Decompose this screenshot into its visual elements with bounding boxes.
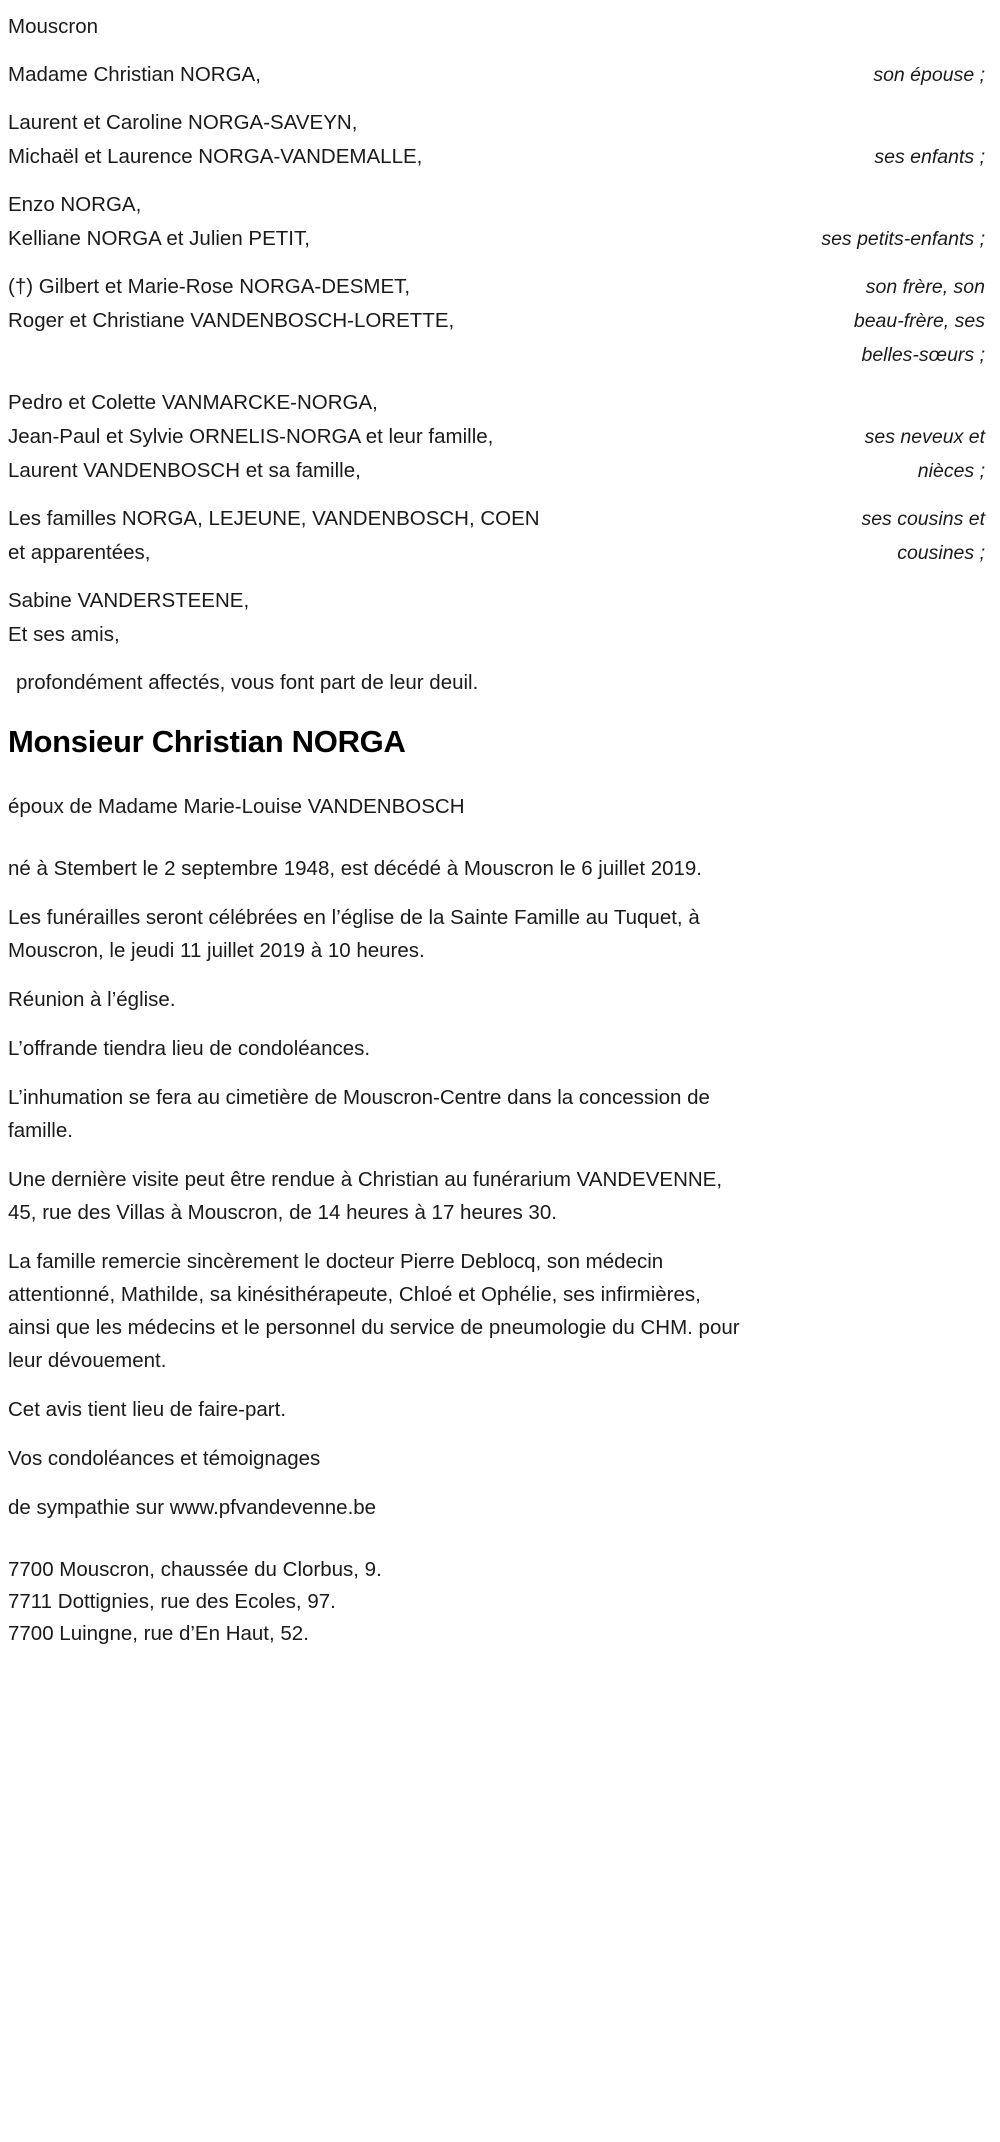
notifier-names [8,106,422,174]
notifier-names [8,58,261,92]
notifier-relationship-label [874,140,988,174]
notifier-name-line: Kelliane NORGA et Julien PETIT, [8,227,310,250]
deceased-spouse-line: époux de Madame Marie-Louise VANDENBOSCH [8,795,465,818]
notifier-name-line: Et ses amis, [8,623,120,646]
notifier-names [8,584,249,652]
notifier-name-line: Sabine VANDERSTEENE, [8,589,250,612]
body-paragraph: Les funérailles seront célébrées en l’église de la Sainte Famille au Tuquet, à Mouscron, le jeudi 11 juillet 2019 à 10 heures. [8,906,700,962]
notifier-name-line: Laurent et Caroline NORGA-SAVEYN, [8,111,358,134]
relationship-line: nièces ; [917,460,985,482]
address-line: 7700 Luingne, rue d’En Haut, 52. [8,1622,309,1645]
relationship-line: ses enfants ; [874,146,985,168]
address-list [8,1554,988,1650]
notifier-relationship-label [854,270,988,372]
notifier-name-line: Michaël et Laurence NORGA-VANDEMALLE, [8,145,423,168]
notifier-names [8,386,493,488]
notifiers-section [0,10,1000,700]
address-line: 7700 Mouscron, chaussée du Clorbus, 9. [8,1558,382,1581]
notifier-group [8,584,988,652]
notifier-name-line: Enzo NORGA, [8,193,142,216]
body-paragraph: Une dernière visite peut être rendue à Christian au funérarium VANDEVENNE, 45, rue des Villas à Mouscron, de 14 heures à 17 heures 30. [8,1168,723,1224]
relationship-line: cousines ; [897,542,985,564]
body-paragraph: L’inhumation se fera au cimetière de Mouscron-Centre dans la concession de famille. [8,1086,710,1142]
notifier-names [8,188,310,256]
body-paragraph: Cet avis tient lieu de faire-part. [8,1398,287,1421]
body-paragraph: Réunion à l’église. [8,988,176,1011]
notifier-group [8,106,988,174]
notifier-name-line: Roger et Christiane VANDENBOSCH-LORETTE, [8,309,455,332]
notifier-name-line: Les familles NORGA, LEJEUNE, VANDENBOSCH, COEN [8,507,540,530]
notifier-name-line: et apparentées, [8,541,151,564]
deceased-name: Monsieur Christian NORGA [8,724,406,759]
notifier-group [8,386,988,488]
notifier-name-line: Laurent VANDENBOSCH et sa famille, [8,459,361,482]
body-paragraph: de sympathie sur www.pfvandevenne.be [8,1496,377,1519]
footer-addresses [0,1554,1000,1650]
notifier-group [8,270,988,372]
notifier-relationship-label [873,58,988,92]
notifier-relationship-label [861,502,988,570]
city-header-names [8,10,98,44]
notifier-group [8,188,988,256]
relationship-line: ses cousins et [861,508,985,530]
notifier-names [8,270,454,338]
relationship-line: ses petits-enfants ; [821,228,985,250]
notifier-group [8,58,988,92]
body-paragraph: Vos condoléances et témoignages [8,1447,321,1470]
notifier-name-line: Pedro et Colette VANMARCKE-NORGA, [8,391,378,414]
notifier-groups [8,58,988,652]
notifier-name-line: Madame Christian NORGA, [8,63,261,86]
relationship-line: belles-sœurs ; [861,344,985,366]
notifier-name-line: Jean-Paul et Sylvie ORNELIS-NORGA et leur famille, [8,425,494,448]
body-paragraph: L’offrande tiendra lieu de condoléances. [8,1037,371,1060]
body-paragraph-list [8,852,988,1524]
city-header-group [8,10,988,44]
notifier-name-line: (†) Gilbert et Marie-Rose NORGA-DESMET, [8,275,411,298]
relationship-line: beau-frère, ses [853,310,985,332]
address-line: 7711 Dottignies, rue des Ecoles, 97. [8,1590,336,1613]
notifier-relationship-label [821,222,988,256]
body-paragraph: La famille remercie sincèrement le docteur Pierre Deblocq, son médecin attentionné, Mathilde, sa kinésithérapeute, Chloé et Ophélie, ses infirmières, ainsi que les médecins et le personnel du service de pneumologie du CHM. pour leur dévouement. [8,1250,740,1372]
body-paragraph: né à Stembert le 2 septembre 1948, est décédé à Mouscron le 6 juillet 2019. [8,857,703,880]
relationship-line: ses neveux et [864,426,985,448]
notifier-relationship-label [865,420,988,488]
relationship-line: son épouse ; [873,64,985,86]
body-section [0,852,1000,1524]
relationship-line: son frère, son [865,276,985,298]
notifier-names [8,502,540,570]
closing-statement: profondément affectés, vous font part de leur deuil. [16,671,479,694]
notifier-group [8,502,988,570]
city-header: Mouscron [8,15,99,38]
